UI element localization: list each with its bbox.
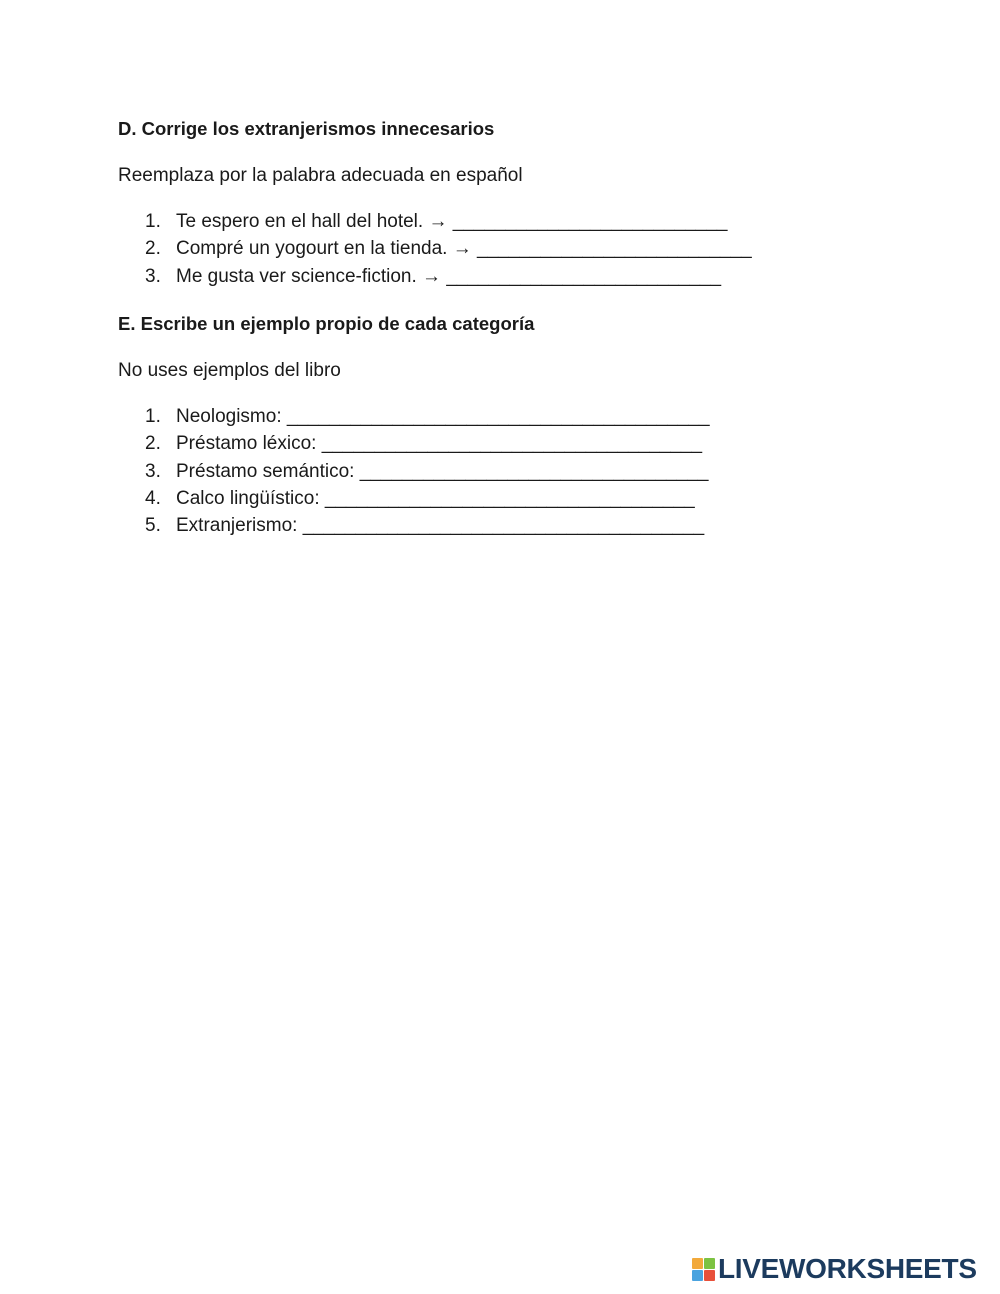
section-d-instruction: Reemplaza por la palabra adecuada en español [118, 165, 523, 186]
item-number: 2. [145, 433, 161, 455]
item-number: 2. [145, 238, 161, 260]
section-e-heading: E. Escribe un ejemplo propio de cada categoría [118, 313, 535, 334]
item-text: Calco lingüístico: ___________________________________ [176, 487, 695, 509]
item-number: 4. [145, 487, 161, 509]
item-number: 1. [145, 406, 161, 427]
logo-mark-square [692, 1258, 703, 1269]
item-number: 3. [145, 460, 161, 482]
section-d-heading: D. Corrige los extranjerismos innecesarios [118, 118, 495, 139]
logo-mark-square [704, 1270, 715, 1281]
item-number: 3. [145, 265, 161, 287]
item-text: Préstamo léxico: ____________________________________ [176, 433, 703, 455]
logo-mark-square [692, 1270, 703, 1281]
logo-text: LIVEWORKSHEETS [718, 1253, 977, 1284]
item-text: Te espero en el hall del hotel. → __________________________ [176, 211, 728, 232]
section-e-instruction: No uses ejemplos del libro [118, 360, 341, 381]
item-text: Me gusta ver science-fiction. → __________________________ [176, 265, 722, 287]
logo-mark-square [704, 1258, 715, 1269]
item-number: 1. [145, 211, 161, 232]
item-text: Neologismo: ________________________________________ [176, 406, 710, 427]
logo-mark-icon [692, 1258, 715, 1281]
liveworksheets-logo[interactable] [692, 1254, 977, 1284]
item-text: Extranjerismo: ______________________________________ [176, 515, 705, 537]
item-text: Compré un yogourt en la tienda. → __________________________ [176, 238, 752, 260]
item-number: 5. [145, 515, 161, 537]
item-text: Préstamo semántico: _________________________________ [176, 460, 709, 482]
